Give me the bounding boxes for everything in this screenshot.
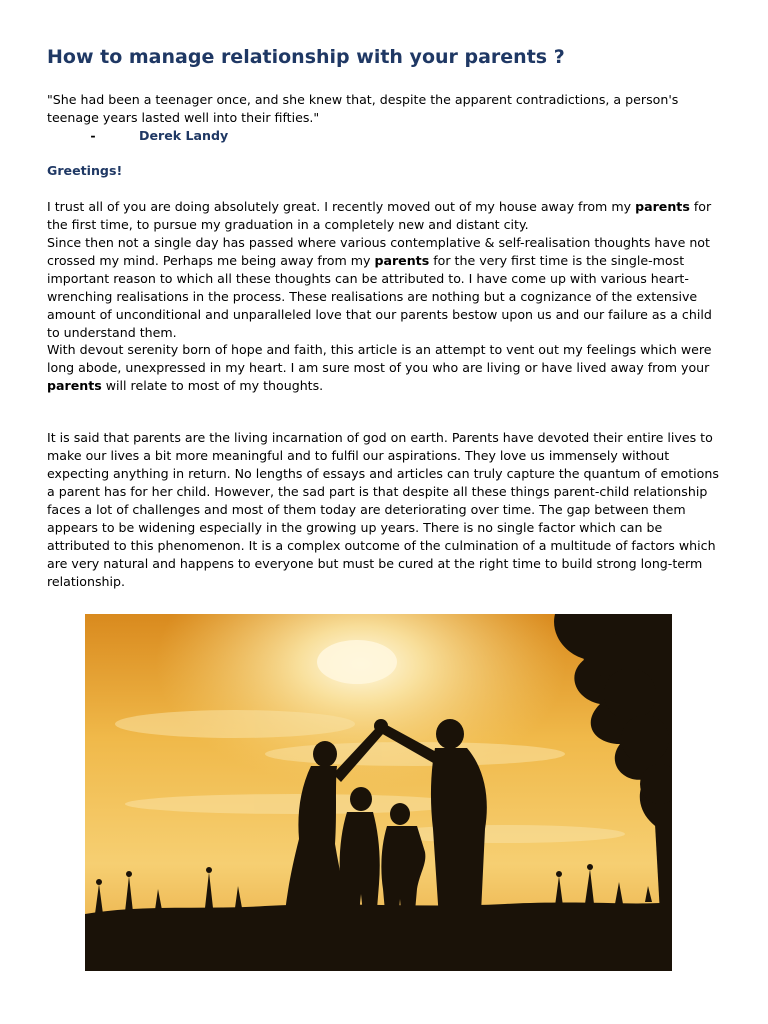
article-title: How to manage relationship with your parents ? bbox=[47, 46, 565, 68]
p3-bold: parents bbox=[47, 378, 102, 393]
p3-text-a: With devout serenity born of hope and faith, this article is an attempt to vent out my feelings which were long abode, unexpressed in my heart. I am sure most of you who are living or have lived away from your bbox=[47, 342, 712, 375]
sun bbox=[317, 640, 397, 684]
p3-text-b: will relate to most of my thoughts. bbox=[101, 378, 324, 393]
p2-text-a: Since then not a single day has passed where various contemplative & self-realisation thoughts have not crossed my mind. Perhaps me being away from my bbox=[47, 235, 710, 268]
p2-text-b: for the very first time is the single-most important reason to which all these thoughts can be attributed to. I have come up with various heart-wrenching realisations in the process. These realisations are nothing but a cognizance of the extensive amount of unconditional and unparalleled love that our parents bestow upon us and our failure as a child to understand them. bbox=[47, 253, 712, 340]
attribution-dash: - bbox=[90, 128, 96, 143]
family-sunset-photo bbox=[85, 614, 672, 971]
p2-bold: parents bbox=[374, 253, 430, 268]
p1-bold: parents bbox=[635, 199, 690, 214]
paragraph-2 bbox=[47, 234, 723, 342]
quote-author: Derek Landy bbox=[139, 128, 229, 143]
paragraph-3 bbox=[47, 341, 723, 395]
greeting-heading: Greetings! bbox=[47, 163, 123, 178]
p1-text-a: I trust all of you are doing absolutely great. I recently moved out of my house away from my bbox=[47, 199, 636, 214]
p1-text-b: for the first time, to pursue my graduation in a completely new and distant city. bbox=[47, 199, 712, 232]
quote-attribution bbox=[47, 127, 228, 145]
paragraph-4: It is said that parents are the living incarnation of god on earth. Parents have devoted their entire lives to make our lives a bit more meaningful and to fulfil our aspirations. They love us immensely without expecting anything in return. No lengths of essays and articles can truly capture the quantum of emotions a parent has for her child. However, the sad part is that despite all these things parent-child relationship faces a lot of challenges and most of them today are deteriorating over time. The gap between them appears to be widening especially in the growing up years. There is no single factor which can be attributed to this phenomenon. It is a complex outcome of the culmination of a multitude of factors which are very natural and happens to everyone but must be cured at the right time to build strong long-term relationship. bbox=[47, 430, 719, 589]
quote-text: "She had been a teenager once, and she knew that, despite the apparent contradictions, a person's teenage years lasted well into their fifties." bbox=[47, 92, 679, 125]
paragraph-1 bbox=[47, 198, 723, 234]
